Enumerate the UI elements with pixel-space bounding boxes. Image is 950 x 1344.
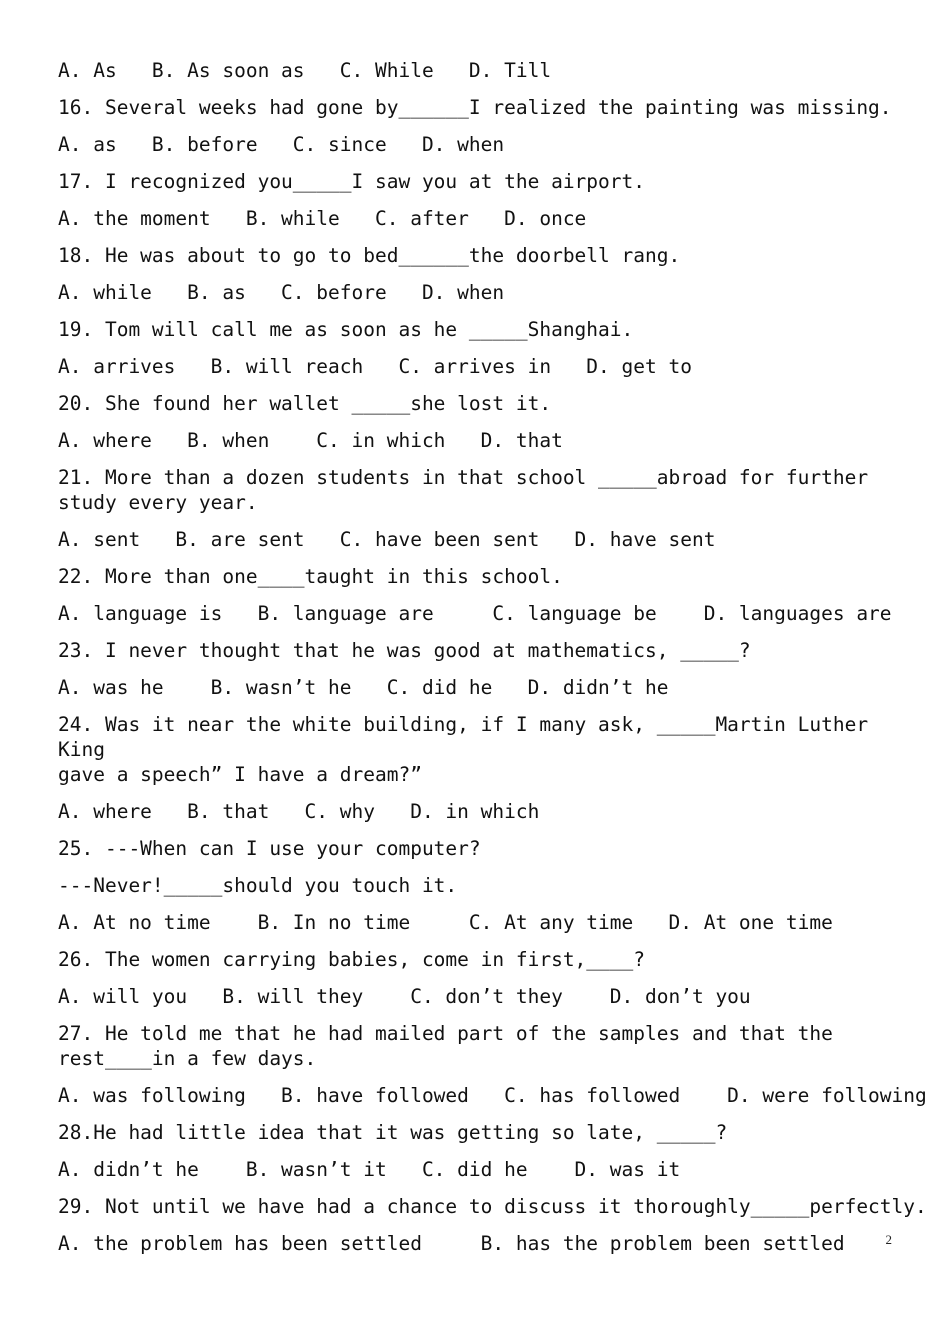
page-number: 2 — [885, 1232, 892, 1247]
question-21: 21. More than a dozen students in that school _____abroad for further study every year. — [58, 466, 869, 514]
option-line-23: A. was he B. wasn’t he C. did he D. didn’t he — [58, 676, 669, 699]
question-24: 24. Was it near the white building, if I many ask, _____Martin Luther King gave a speech” I have a dream?” — [58, 713, 869, 786]
option-line-22: A. language is B. language are C. language be D. languages are — [58, 602, 892, 625]
document-page — [58, 58, 927, 1268]
option-line-15: A. As B. As soon as C. While D. Till — [58, 59, 552, 82]
option-line-19: A. arrives B. will reach C. arrives in D. get to — [58, 355, 692, 378]
option-line-21: A. sent B. are sent C. have been sent D. have sent — [58, 528, 716, 551]
option-line-24: A. where B. that C. why D. in which — [58, 800, 540, 823]
question-22: 22. More than one____taught in this school. — [58, 565, 563, 588]
question-27: 27. He told me that he had mailed part of the samples and that the rest____in a few days. — [58, 1022, 833, 1070]
option-line-25: A. At no time B. In no time C. At any time D. At one time — [58, 911, 833, 934]
question-29: 29. Not until we have had a chance to discuss it thoroughly_____perfectly. — [58, 1195, 927, 1218]
option-line-18: A. while B. as C. before D. when — [58, 281, 505, 304]
question-28: 28.He had little idea that it was getting so late, _____? — [58, 1121, 728, 1144]
question-18: 18. He was about to go to bed______the doorbell rang. — [58, 244, 681, 267]
option-line-16: A. as B. before C. since D. when — [58, 133, 505, 156]
question-26: 26. The women carrying babies, come in first,____? — [58, 948, 645, 971]
question-20: 20. She found her wallet _____she lost it. — [58, 392, 552, 415]
question-16: 16. Several weeks had gone by______I realized the painting was missing. — [58, 96, 892, 119]
option-line-26: A. will you B. will they C. don’t they D. don’t you — [58, 985, 751, 1008]
question-23: 23. I never thought that he was good at mathematics, _____? — [58, 639, 751, 662]
option-line-17: A. the moment B. while C. after D. once — [58, 207, 587, 230]
option-line-29: A. the problem has been settled B. has the problem been settled — [58, 1232, 845, 1255]
question-19: 19. Tom will call me as soon as he _____Shanghai. — [58, 318, 634, 341]
option-line-20: A. where B. when C. in which D. that — [58, 429, 563, 452]
option-line-28: A. didn’t he B. wasn’t it C. did he D. was it — [58, 1158, 681, 1181]
question-17: 17. I recognized you_____I saw you at the airport. — [58, 170, 645, 193]
question-25-reply: ---Never!_____should you touch it. — [58, 874, 458, 897]
question-25: 25. ---When can I use your computer? — [58, 837, 481, 860]
option-line-27: A. was following B. have followed C. has followed D. were following — [58, 1084, 927, 1107]
